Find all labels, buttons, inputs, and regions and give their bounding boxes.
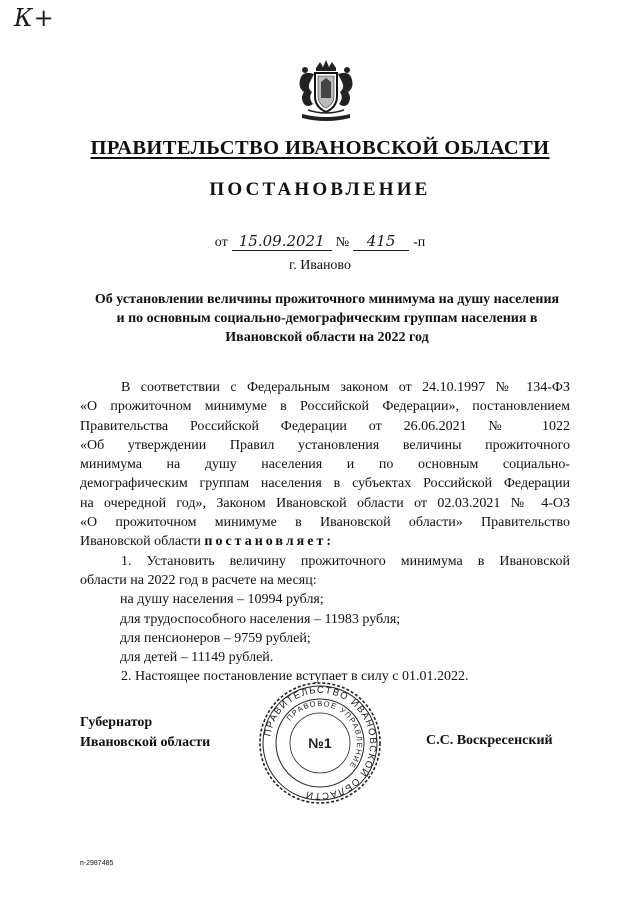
body-line [80, 532, 570, 551]
handwritten-date: 15.09.2021 [238, 232, 325, 250]
item-1-line: 1. Установить величину прожиточного минимума в Ивановской [121, 553, 570, 569]
svg-text:ПРАВИТЕЛЬСТВО ИВАНОВСКОЙ ОБЛАС: ПРАВИТЕЛЬСТВО ИВАНОВСКОЙ ОБЛАСТИ [262, 684, 379, 802]
subsistence-value: для трудоспособного населения – 11983 рубля; [120, 611, 401, 627]
coat-of-arms-icon [290, 58, 362, 128]
document-code: п-2987485 [80, 860, 114, 867]
item-1-line: области на 2022 год в расчете на месяц: [80, 572, 317, 588]
document-type-title: ПОСТАНОВЛЕНИЕ [209, 179, 431, 200]
body-line: В соответствии с Федеральным законом от 24.10.1997 № 134-ФЗ [121, 380, 570, 395]
body-line: «О прожиточном минимуме в Российской Федерации», постановлением [80, 399, 570, 415]
svg-text:ПРАВОВОЕ УПРАВЛЕНИЕ: ПРАВОВОЕ УПРАВЛЕНИЕ [284, 698, 365, 771]
preamble-tail: Ивановской области [80, 534, 205, 550]
number-sign: № [335, 235, 350, 250]
body-line: на очередной год», Законом Ивановской области от 02.03.2021 № 4-ОЗ [80, 495, 570, 511]
decree-subject: Об установлении величины прожиточного минимума на душу населения и по основным социально-демографическим группам населения в Ивановской области на 2022 год [94, 292, 560, 345]
body-line: «Об утверждении Правил установления величины прожиточного [80, 437, 570, 453]
date-prefix: от [214, 235, 228, 250]
number-field [353, 234, 409, 251]
item-2-line: 2. Настоящее постановление вступает в силу с 01.01.2022. [121, 669, 469, 685]
date-field [232, 234, 332, 251]
body-line: Правительства Российской Федерации от 26.06.2021 № 1022 [80, 418, 570, 434]
subsistence-value: для пенсионеров – 9759 рублей; [120, 630, 311, 646]
body-line: минимума на душу населения и по основным социально- [80, 457, 570, 473]
decree-date-number [0, 234, 640, 251]
svg-text:№1: №1 [308, 735, 332, 751]
body-line: «О прожиточном минимуме в Ивановской области» Правительство [80, 515, 570, 531]
official-seal-stamp [258, 681, 382, 805]
subsistence-value: для детей – 11149 рублей. [120, 650, 274, 666]
number-suffix: -п [413, 235, 426, 250]
handwritten-corner-note: К+ [14, 4, 55, 32]
resolves-word: постановляет: [204, 534, 334, 550]
government-title: ПРАВИТЕЛЬСТВО ИВАНОВСКОЙ ОБЛАСТИ [90, 137, 550, 159]
subsistence-value: на душу населения – 10994 рубля; [120, 592, 324, 608]
signer-title [80, 713, 210, 753]
body-line: демографическим группам населения в субъектах Российской Федерации [80, 476, 570, 492]
signer-title-line: Губернатор [80, 715, 153, 730]
decree-city: г. Иваново [289, 258, 351, 273]
handwritten-number: 415 [366, 232, 396, 250]
decree-body [80, 378, 570, 687]
signer-name: С.С. Воскресенский [426, 733, 553, 748]
signer-title-line: Ивановской области [80, 735, 211, 750]
